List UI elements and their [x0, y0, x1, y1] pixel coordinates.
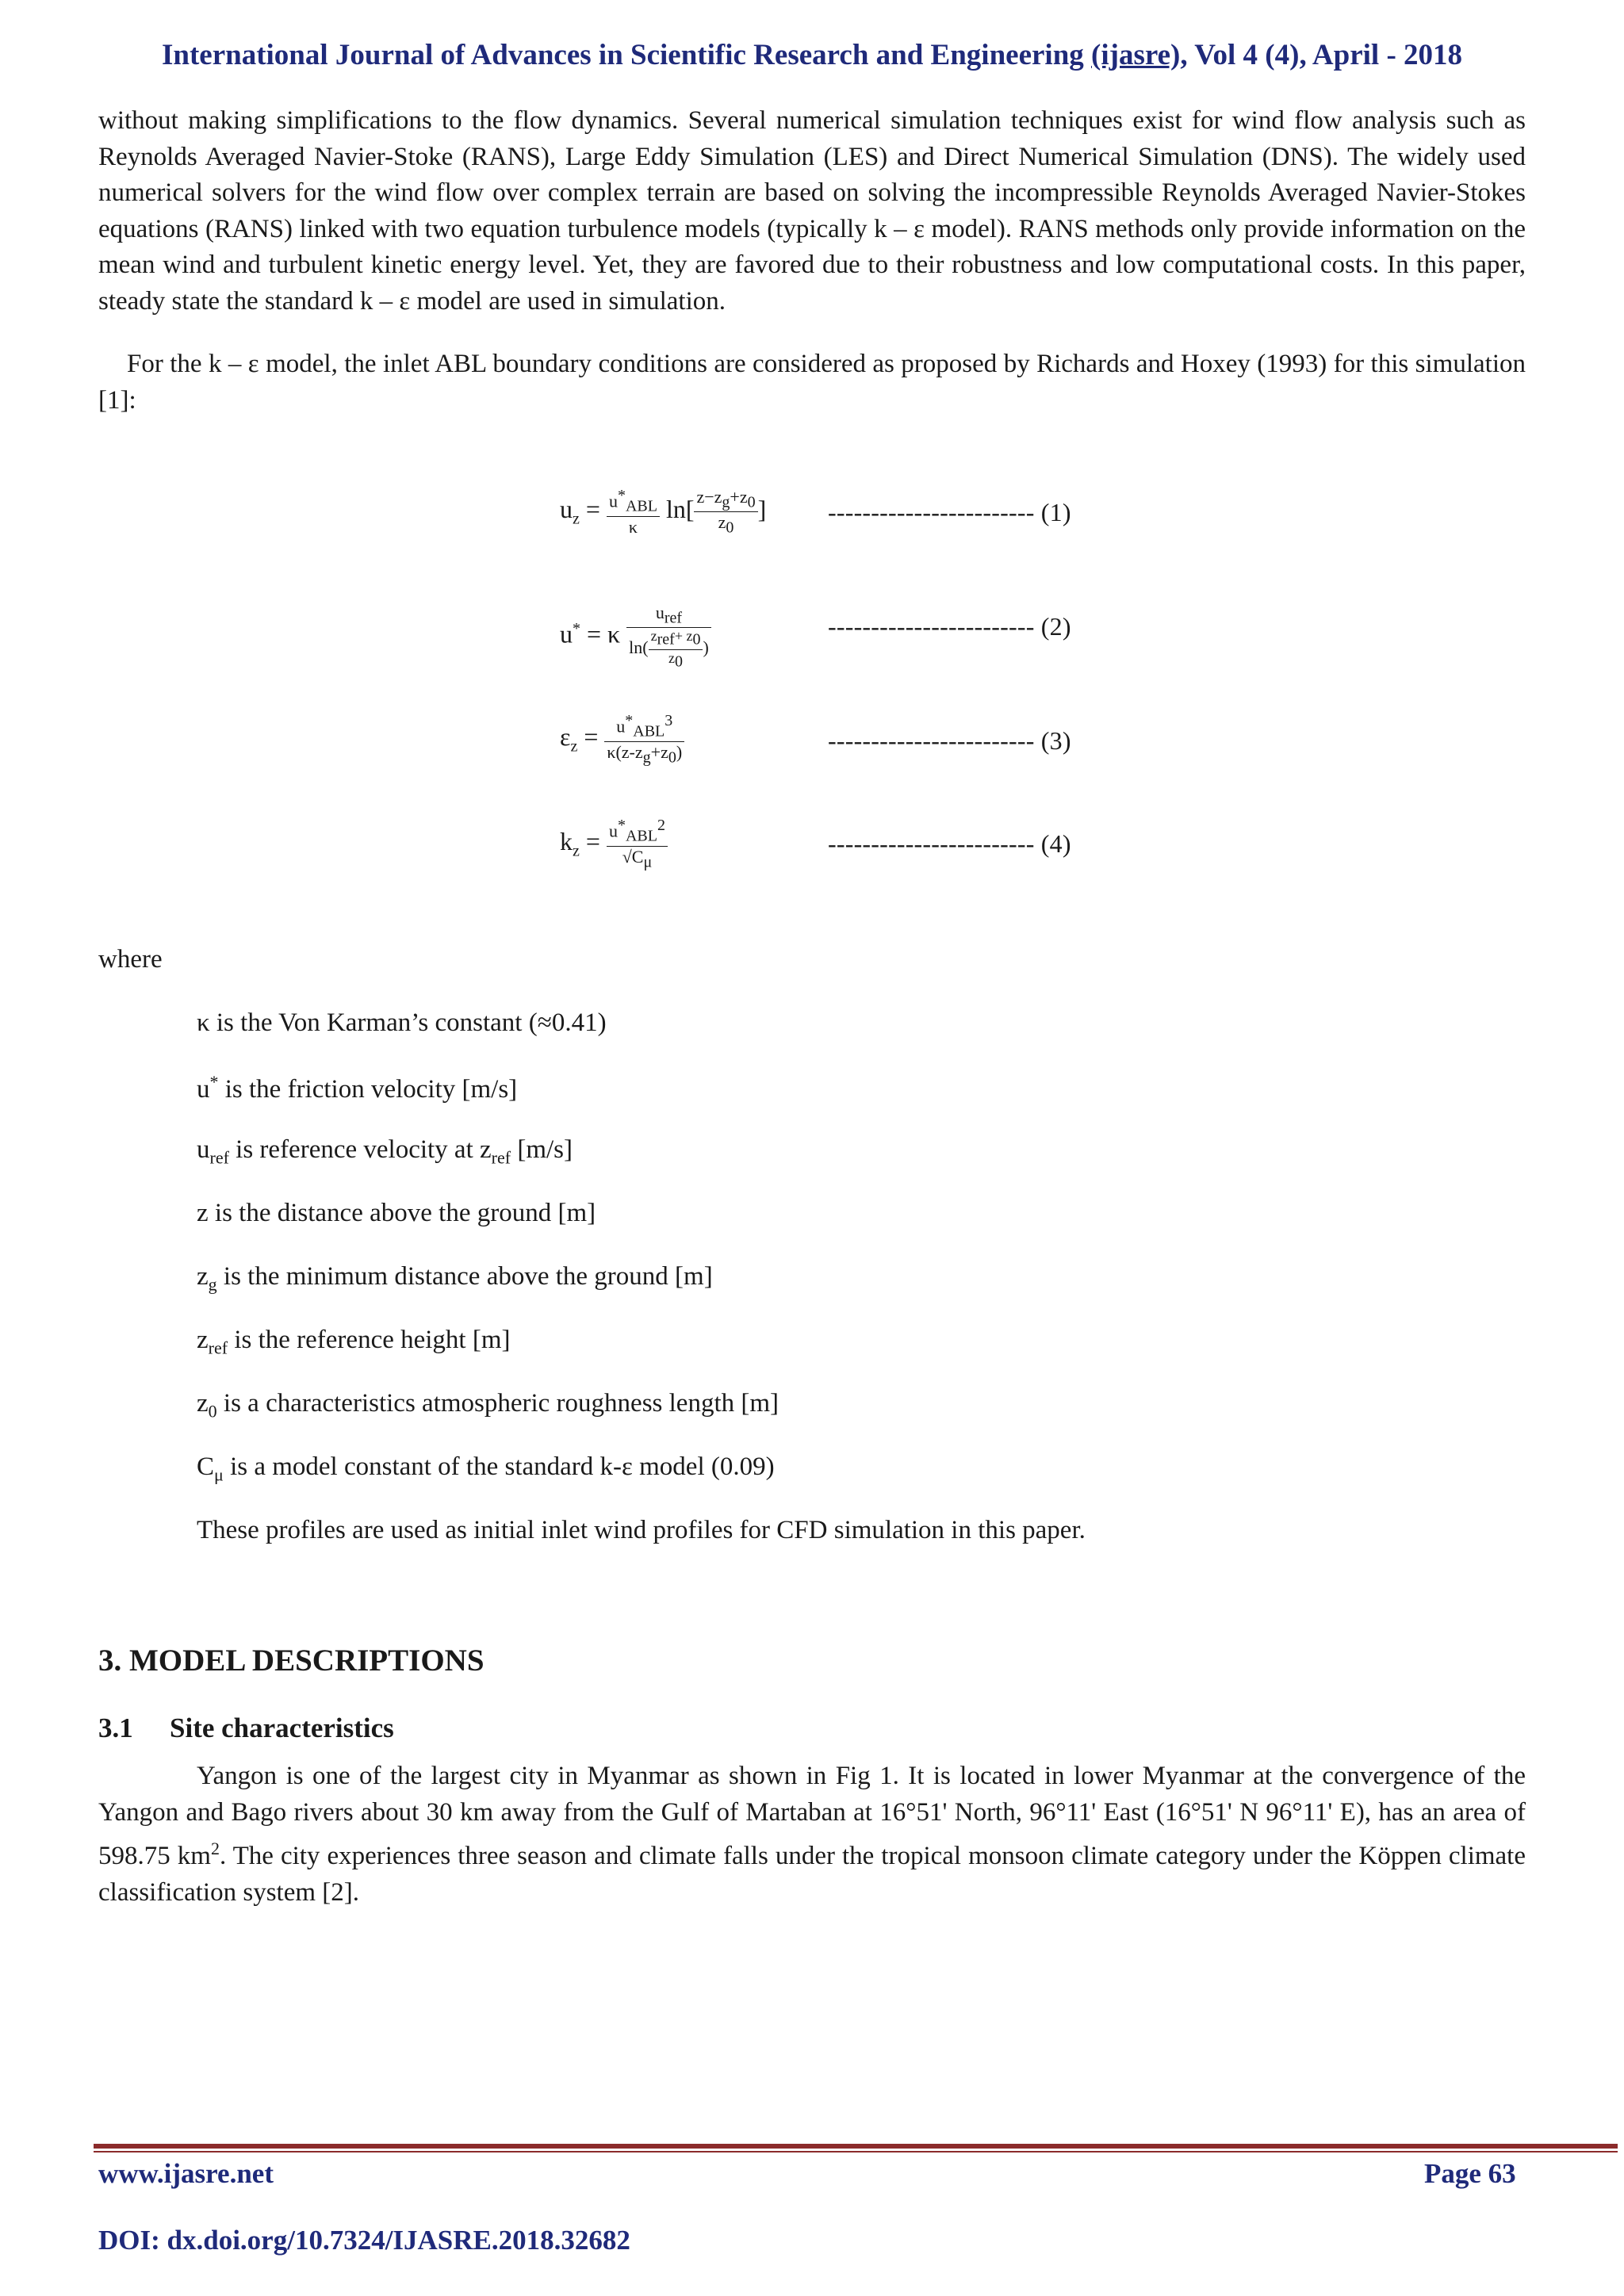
header-title-pre: International Journal of Advances in Scientific Research and Engineering: [161, 39, 1092, 71]
profiles-sentence: These profiles are used as initial inlet wind profiles for CFD simulation in this paper.: [197, 1516, 1086, 1544]
definition-friction-velocity: u* is the friction velocity [m/s]: [197, 1072, 518, 1104]
definition-zref: $z_{ref}$ is the reference height [m]: [197, 1326, 511, 1358]
definition-z0: $z_0$ is a characteristics atmospheric roughness length [m]: [197, 1389, 779, 1422]
equation-2: u* = κ $u_{ref}$ ln( $\frac{z_{ref}+ z_0}{z_0}$ ): [560, 603, 711, 672]
footer-rule-thin: [94, 2151, 1618, 2152]
equation-3: $\varepsilon_z$ = $\frac{u^*_{ABL}^3}{\kappa(z-z_g+z_0)}$: [560, 712, 684, 767]
header-title-post: Vol 4 (4), April - 2018: [1187, 39, 1463, 71]
definition-cmu: $C_\mu$ is a model constant of the standard k-ε model (0.09): [197, 1452, 775, 1485]
footer-doi[interactable]: DOI: dx.doi.org/10.7324/IJASRE.2018.32682: [98, 2225, 630, 2256]
where-label: where: [98, 945, 163, 974]
intro-section: [98, 103, 1526, 320]
footer-rule-thick: [94, 2144, 1618, 2149]
equation-4: $k_z$ = $\frac{u^*_{ABL}^2}{√C_\mu}$: [560, 817, 668, 871]
intro-paragraph: without making simplifications to the flow dynamics. Several numerical simulation techniques exist for wind flow analysis such as Reynolds Averaged Navier-Stoke (RANS), Large Eddy Simulation (LES) and Direct Numerical Simulation (DNS). The widely used numerical solvers for the wind flow over complex terrain are based on solving the incompressible Reynolds Averaged Navier-Stokes equations (RANS) linked with two equation turbulence models (typically k – ε model). RANS methods only provide information on the mean wind and turbulent kinetic energy level. Yet, they are favored due to their robustness and low computational costs. In this paper, steady state the standard k – ε model are used in simulation.: [98, 106, 1526, 316]
equation-3-number: ------------------------ (3): [828, 726, 1071, 755]
definition-z: z is the distance above the ground [m]: [197, 1199, 596, 1227]
boundary-paragraph: For the k – ε model, the inlet ABL boundary conditions are considered as proposed by Richards and Hoxey (1993) for this simulation [1]:: [98, 350, 1526, 415]
header-journal-link[interactable]: (ijasre),: [1091, 39, 1188, 71]
section-heading: 3. MODEL DESCRIPTIONS: [98, 1644, 485, 1678]
site-section: [98, 1758, 1526, 1911]
equation-1: $u_z$ = $\frac{u^*_{ABL}}{\kappa}$ ln[ $\frac{z-z_g+z_0}{z_0}$ ]: [560, 487, 767, 538]
footer-website-link[interactable]: www.ijasre.net: [98, 2158, 274, 2189]
definition-reference-velocity: $u_{ref}$ is reference velocity at $z_{ref}$ [m/s]: [197, 1135, 573, 1168]
site-paragraph: Yangon is one of the largest city in Myanmar as shown in Fig 1. It is located in lower Myanmar at the convergence of the Yangon and Bago rivers about 30 km away from the Gulf of Martaban at 16°51' North, 96°11' East (16°51' N 96°11' E), has an area of 598.75 $km^2$. The city experiences three season and climate falls under the tropical monsoon climate category under the Köppen climate classification system [2].: [98, 1762, 1526, 1907]
boundary-section: [98, 346, 1526, 419]
equation-4-number: ------------------------ (4): [828, 829, 1071, 858]
definition-zg: $z_g$ is the minimum distance above the ground [m]: [197, 1262, 713, 1295]
footer-page-number: Page 63: [1424, 2158, 1516, 2189]
journal-header: [0, 38, 1624, 72]
subsection-heading: 3.1 Site characteristics: [98, 1712, 394, 1743]
equation-2-number: ------------------------ (2): [828, 612, 1071, 641]
definition-kappa: κ is the Von Karman’s constant (≈0.41): [197, 1008, 607, 1037]
equation-1-number: ------------------------ (1): [828, 498, 1071, 526]
